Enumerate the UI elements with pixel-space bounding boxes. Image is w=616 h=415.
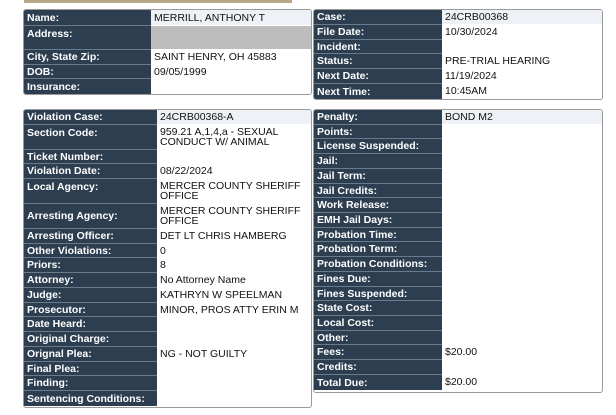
row-violation-date [24,164,311,179]
value-final-plea [157,362,311,376]
value-case: 24CRB00368 [442,10,602,25]
label-work-release: Work Release: [314,198,442,213]
label-sentencing-conditions: Sentencing Conditions: [24,391,157,406]
value-jail-term [442,169,602,184]
value-file-date: 10/30/2024 [442,25,602,40]
label-arresting-agency: Arresting Agency: [24,204,157,229]
value-fees: $20.00 [442,345,602,360]
value-probation-conditions [442,257,602,272]
row-name [24,10,311,26]
label-probation-conditions: Probation Conditions: [314,257,442,272]
row-other-violations [24,244,311,258]
row-next-date [314,69,602,84]
row-penalty [314,110,602,125]
violation-panel [23,109,312,408]
label-local-cost: Local Cost: [314,316,442,331]
label-jail-credits: Jail Credits: [314,184,442,198]
row-jail-credits [314,184,602,198]
row-local-cost [314,316,602,331]
row-judge [24,288,311,303]
label-final-plea: Final Plea: [24,362,157,376]
label-fines-due: Fines Due: [314,272,442,287]
label-address: Address: [24,26,151,50]
value-sentencing-conditions [157,391,311,406]
row-credits [314,360,602,375]
value-local-cost [442,316,602,331]
row-local-agency [24,179,311,204]
row-insurance [24,79,311,94]
value-incident [442,40,602,54]
label-violation-case: Violation Case: [24,110,157,125]
value-other-violations: 0 [157,244,311,258]
label-judge: Judge: [24,288,157,303]
label-finding: Finding: [24,376,157,391]
row-points [314,125,602,139]
case-panel [313,9,603,100]
label-case: Case: [314,10,442,25]
value-status: PRE-TRIAL HEARING [442,54,602,69]
row-final-plea [24,362,311,376]
label-original-charge: Original Charge: [24,332,157,347]
value-jail [442,154,602,169]
value-attorney: No Attorney Name [157,273,311,288]
row-city-state-zip [24,50,311,65]
row-dob [24,65,311,79]
label-probation-term: Probation Term: [314,242,442,257]
row-sentencing-conditions [24,391,311,406]
label-next-date: Next Date: [314,69,442,84]
row-probation-term [314,242,602,257]
value-city-state-zip: SAINT HENRY, OH 45883 [151,50,311,65]
row-address [24,26,311,50]
value-violation-date: 08/22/2024 [157,164,311,179]
row-probation-conditions [314,257,602,272]
value-insurance [151,79,311,94]
label-city-state-zip: City, State Zip: [24,50,151,65]
row-incident [314,40,602,54]
row-prosecutor [24,303,311,317]
row-arresting-agency [24,204,311,229]
label-priors: Priors: [24,258,157,273]
row-finding [24,376,311,391]
value-points [442,125,602,139]
value-emh-jail-days [442,213,602,228]
row-date-heard [24,317,311,332]
label-state-cost: State Cost: [314,301,442,316]
label-jail-term: Jail Term: [314,169,442,184]
value-section-code: 959.21 A,1,4,a - SEXUAL CONDUCT W/ ANIMAL [157,125,311,150]
label-local-agency: Local Agency: [24,179,157,204]
row-original-charge [24,332,311,347]
value-jail-credits [442,184,602,198]
label-attorney: Attorney: [24,273,157,288]
row-file-date [314,25,602,40]
row-fines-suspended [314,287,602,301]
row-license-suspended [314,139,602,154]
value-total-due: $20.00 [442,375,602,390]
row-total-due [314,375,602,390]
row-state-cost [314,301,602,316]
value-finding [157,376,311,391]
label-ticket-number: Ticket Number: [24,150,157,164]
label-original-plea: Orignal Plea: [24,347,157,362]
label-points: Points: [314,125,442,139]
row-ticket-number [24,150,311,164]
row-emh-jail-days [314,213,602,228]
row-status [314,54,602,69]
label-other-violations: Other Violations: [24,244,157,258]
value-next-date: 11/19/2024 [442,69,602,84]
row-attorney [24,273,311,288]
row-other [314,331,602,345]
value-fines-due [442,272,602,287]
value-violation-case: 24CRB00368-A [157,110,311,125]
value-original-charge [157,332,311,347]
label-next-time: Next Time: [314,84,442,99]
label-dob: DOB: [24,65,151,79]
label-license-suspended: License Suspended: [314,139,442,154]
value-license-suspended [442,139,602,154]
person-panel [23,9,312,95]
label-emh-jail-days: EMH Jail Days: [314,213,442,228]
row-fines-due [314,272,602,287]
label-status: Status: [314,54,442,69]
header-accent-bar [24,0,292,3]
value-state-cost [442,301,602,316]
value-credits [442,360,602,375]
value-judge: KATHRYN W SPEELMAN [157,288,311,303]
value-dob: 09/05/1999 [151,65,311,79]
value-prosecutor: MINOR, PROS ATTY ERIN M [157,303,311,317]
row-jail [314,154,602,169]
label-file-date: File Date: [314,25,442,40]
value-address-redacted [151,26,311,50]
value-arresting-officer: DET LT CHRIS HAMBERG [157,229,311,244]
value-date-heard [157,317,311,332]
value-probation-term [442,242,602,257]
row-fees [314,345,602,360]
value-fines-suspended [442,287,602,301]
label-name: Name: [24,10,151,26]
value-priors: 8 [157,258,311,273]
row-next-time [314,84,602,99]
label-insurance: Insurance: [24,79,151,94]
label-fees: Fees: [314,345,442,360]
label-jail: Jail: [314,154,442,169]
row-original-plea [24,347,311,362]
value-arresting-agency: MERCER COUNTY SHERIFF OFFICE [157,204,311,229]
row-work-release [314,198,602,213]
row-section-code [24,125,311,150]
row-violation-case [24,110,311,125]
label-probation-time: Probation Time: [314,228,442,242]
label-arresting-officer: Arresting Officer: [24,229,157,244]
row-jail-term [314,169,602,184]
label-prosecutor: Prosecutor: [24,303,157,317]
value-probation-time [442,228,602,242]
label-penalty: Penalty: [314,110,442,125]
row-arresting-officer [24,229,311,244]
label-date-heard: Date Heard: [24,317,157,332]
row-priors [24,258,311,273]
value-next-time: 10:45AM [442,84,602,99]
label-credits: Credits: [314,360,442,375]
label-violation-date: Violation Date: [24,164,157,179]
value-work-release [442,198,602,213]
label-fines-suspended: Fines Suspended: [314,287,442,301]
value-other [442,331,602,345]
label-incident: Incident: [314,40,442,54]
penalty-panel [313,109,603,393]
label-other: Other: [314,331,442,345]
value-name: MERRILL, ANTHONY T [151,10,311,26]
value-penalty: BOND M2 [442,110,602,125]
label-total-due: Total Due: [314,375,442,390]
row-case [314,10,602,25]
label-section-code: Section Code: [24,125,157,150]
value-local-agency: MERCER COUNTY SHERIFF OFFICE [157,179,311,204]
row-probation-time [314,228,602,242]
value-original-plea: NG - NOT GUILTY [157,347,311,362]
value-ticket-number [157,150,311,164]
